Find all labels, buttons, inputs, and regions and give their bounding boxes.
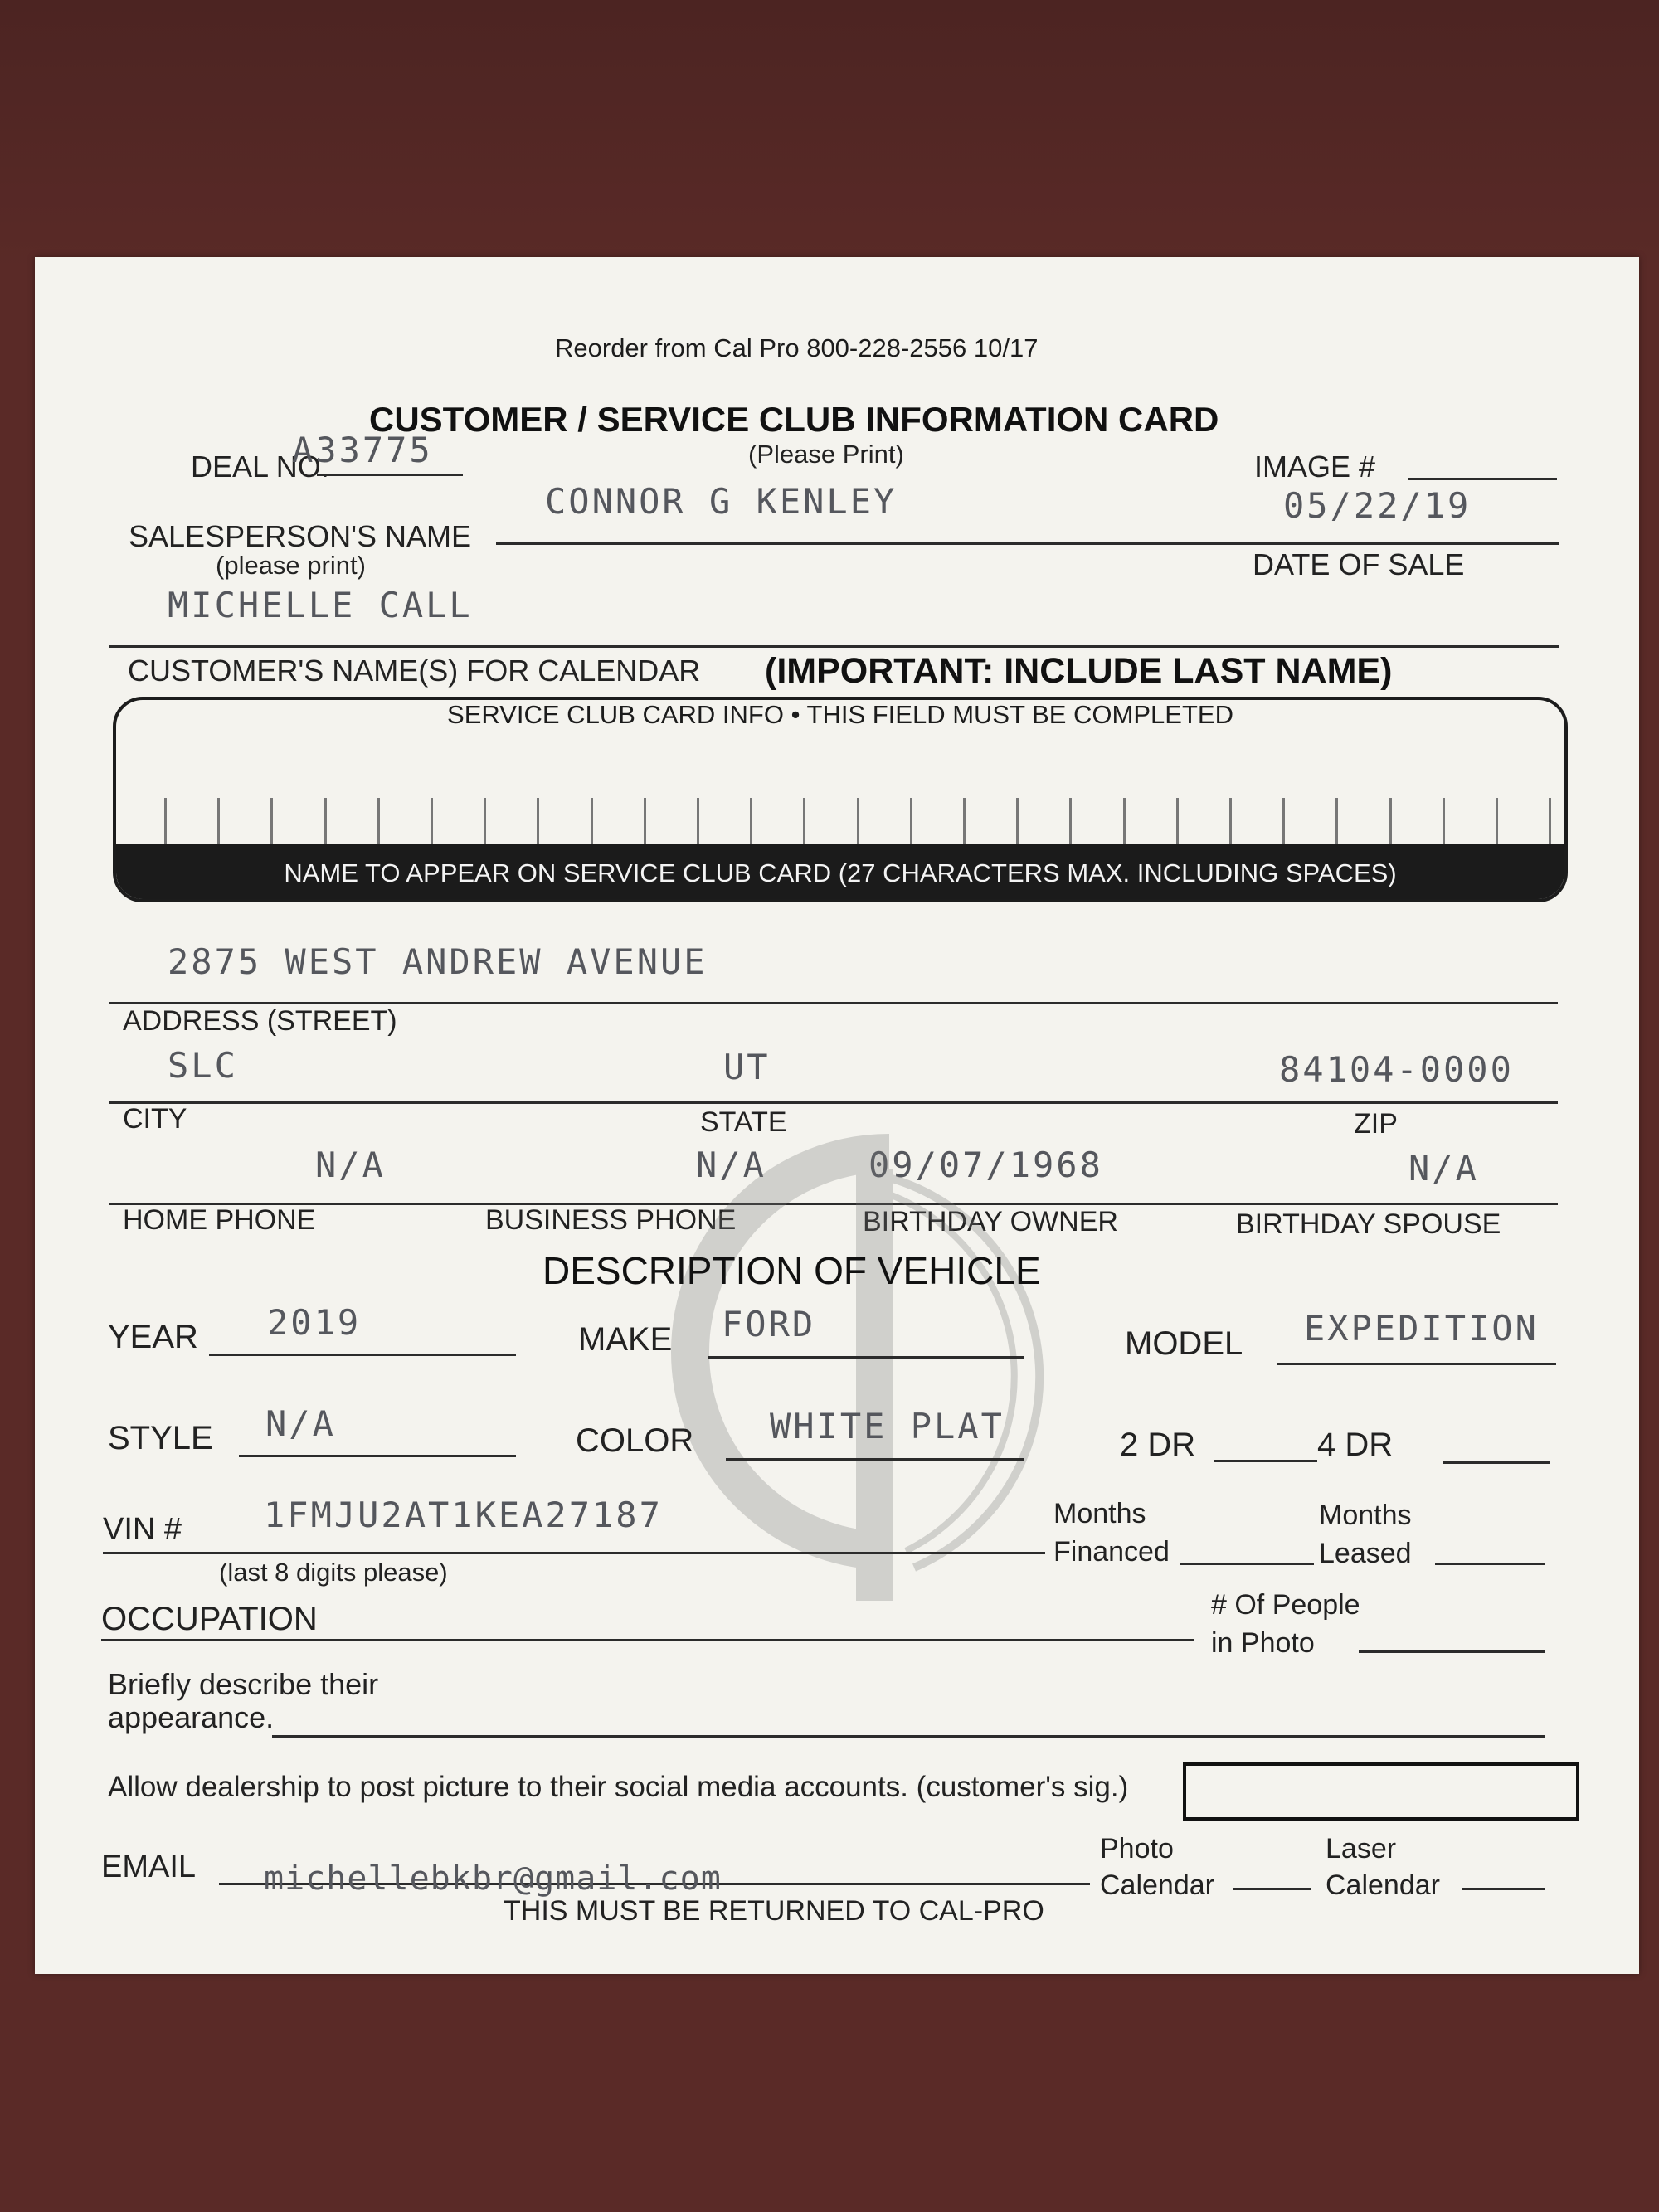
character-tick bbox=[431, 798, 433, 846]
birthday-owner-value[interactable]: 09/07/1968 bbox=[868, 1145, 1103, 1185]
card-title: CUSTOMER / SERVICE CLUB INFORMATION CARD bbox=[369, 400, 1219, 439]
character-tick bbox=[270, 798, 273, 846]
character-tick bbox=[484, 798, 486, 846]
reorder-text: Reorder from Cal Pro 800-228-2556 10/17 bbox=[555, 333, 1039, 362]
please-print-small: (please print) bbox=[216, 551, 366, 580]
club-info-label: SERVICE CLUB CARD INFO • THIS FIELD MUST BE COMPLETED bbox=[447, 700, 1233, 729]
vin-label: VIN # bbox=[103, 1512, 182, 1547]
birthday-spouse-label: BIRTHDAY SPOUSE bbox=[1236, 1208, 1501, 1240]
appearance-label-1: Briefly describe their bbox=[108, 1667, 379, 1701]
two-door-label: 2 DR bbox=[1120, 1427, 1196, 1463]
months-leased-label: Leased bbox=[1319, 1538, 1412, 1569]
character-tick bbox=[644, 798, 646, 846]
make-value[interactable]: FORD bbox=[722, 1304, 816, 1344]
salesperson-label: SALESPERSON'S NAME bbox=[129, 519, 471, 553]
email-value[interactable]: michellebkbr@gmail.com bbox=[264, 1860, 722, 1898]
people-in-photo-label: in Photo bbox=[1211, 1627, 1315, 1659]
birthday-owner-label: BIRTHDAY OWNER bbox=[863, 1206, 1118, 1237]
service-club-field[interactable] bbox=[113, 697, 1568, 902]
character-tick bbox=[1176, 798, 1179, 846]
club-name-bar: NAME TO APPEAR ON SERVICE CLUB CARD (27 CHARACTERS MAX. INCLUDING SPACES) bbox=[116, 844, 1564, 899]
character-tick bbox=[1123, 798, 1126, 846]
character-tick bbox=[1549, 798, 1551, 846]
vehicle-heading: DESCRIPTION OF VEHICLE bbox=[542, 1249, 1041, 1292]
character-tick bbox=[1496, 798, 1498, 846]
style-value[interactable]: N/A bbox=[265, 1403, 336, 1444]
months-leased-label-top: Months bbox=[1319, 1500, 1412, 1531]
character-tick bbox=[857, 798, 859, 846]
four-door-label: 4 DR bbox=[1317, 1427, 1394, 1463]
character-tick bbox=[1229, 798, 1232, 846]
character-tick bbox=[1389, 798, 1392, 846]
character-tick bbox=[217, 798, 220, 846]
character-tick bbox=[1335, 798, 1338, 846]
character-tick bbox=[910, 798, 912, 846]
deal-no-label: DEAL NO. bbox=[191, 450, 329, 484]
year-label: YEAR bbox=[108, 1319, 198, 1355]
date-of-sale-value[interactable]: 05/22/19 bbox=[1283, 485, 1472, 526]
salesperson-value[interactable]: CONNOR G KENLEY bbox=[545, 481, 898, 522]
laser-calendar-label: Calendar bbox=[1326, 1869, 1440, 1901]
make-label: MAKE bbox=[578, 1321, 673, 1358]
character-tick bbox=[377, 798, 380, 846]
city-value[interactable]: SLC bbox=[168, 1045, 238, 1086]
character-tick bbox=[1282, 798, 1285, 846]
character-tick bbox=[697, 798, 699, 846]
important-note: (IMPORTANT: INCLUDE LAST NAME) bbox=[765, 651, 1393, 691]
customer-signature-box[interactable] bbox=[1183, 1762, 1579, 1821]
model-label: MODEL bbox=[1125, 1325, 1243, 1362]
people-in-photo-label-top: # Of People bbox=[1211, 1589, 1360, 1621]
return-note: THIS MUST BE RETURNED TO CAL-PRO bbox=[504, 1895, 1044, 1927]
laser-calendar-label-top: Laser bbox=[1326, 1833, 1397, 1864]
background bbox=[0, 0, 1659, 274]
image-no-label: IMAGE # bbox=[1254, 450, 1376, 484]
occupation-label: OCCUPATION bbox=[101, 1601, 318, 1637]
photo-calendar-label-top: Photo bbox=[1100, 1833, 1174, 1864]
character-tick bbox=[750, 798, 752, 846]
model-value[interactable]: EXPEDITION bbox=[1304, 1308, 1539, 1349]
customer-names-label: CUSTOMER'S NAME(S) FOR CALENDAR bbox=[128, 654, 701, 688]
cal-pro-watermark-logo bbox=[615, 1103, 1080, 1601]
address-value[interactable]: 2875 WEST ANDREW AVENUE bbox=[168, 941, 708, 982]
character-tick bbox=[537, 798, 539, 846]
business-phone-label: BUSINESS PHONE bbox=[485, 1204, 737, 1236]
character-tick bbox=[803, 798, 805, 846]
home-phone-label: HOME PHONE bbox=[123, 1204, 316, 1236]
character-tick bbox=[1069, 798, 1072, 846]
color-value[interactable]: WHITE PLAT bbox=[770, 1406, 1005, 1446]
zip-value[interactable]: 84104-0000 bbox=[1279, 1049, 1514, 1090]
months-financed-label: Financed bbox=[1053, 1536, 1170, 1568]
social-media-label: Allow dealership to post picture to their social media accounts. (customer's sig.) bbox=[108, 1771, 1129, 1803]
months-financed-label-top: Months bbox=[1053, 1498, 1146, 1529]
birthday-spouse-value[interactable]: N/A bbox=[1408, 1148, 1479, 1189]
customer-name-value[interactable]: MICHELLE CALL bbox=[168, 585, 473, 625]
date-of-sale-label: DATE OF SALE bbox=[1253, 547, 1465, 581]
state-label: STATE bbox=[700, 1106, 787, 1138]
home-phone-value[interactable]: N/A bbox=[315, 1145, 386, 1185]
zip-label: ZIP bbox=[1354, 1108, 1398, 1140]
color-label: COLOR bbox=[576, 1422, 694, 1459]
character-tick bbox=[591, 798, 593, 846]
character-tick bbox=[164, 798, 167, 846]
character-tick bbox=[324, 798, 327, 846]
appearance-label-2: appearance. bbox=[108, 1700, 275, 1734]
deal-no-value[interactable]: A33775 bbox=[292, 430, 433, 470]
vin-value[interactable]: 1FMJU2AT1KEA27187 bbox=[264, 1495, 663, 1535]
character-tick bbox=[963, 798, 966, 846]
year-value[interactable]: 2019 bbox=[267, 1302, 362, 1343]
email-label: EMAIL bbox=[101, 1850, 197, 1884]
state-value[interactable]: UT bbox=[723, 1047, 771, 1087]
information-card bbox=[35, 257, 1639, 1974]
address-label: ADDRESS (STREET) bbox=[123, 1005, 397, 1037]
city-label: CITY bbox=[123, 1103, 187, 1135]
business-phone-value[interactable]: N/A bbox=[696, 1145, 766, 1185]
photo-calendar-label: Calendar bbox=[1100, 1869, 1214, 1901]
please-print-note: (Please Print) bbox=[748, 440, 904, 469]
style-label: STYLE bbox=[108, 1420, 213, 1456]
character-tick bbox=[1016, 798, 1019, 846]
character-tick bbox=[1443, 798, 1445, 846]
last8-note: (last 8 digits please) bbox=[219, 1558, 448, 1587]
